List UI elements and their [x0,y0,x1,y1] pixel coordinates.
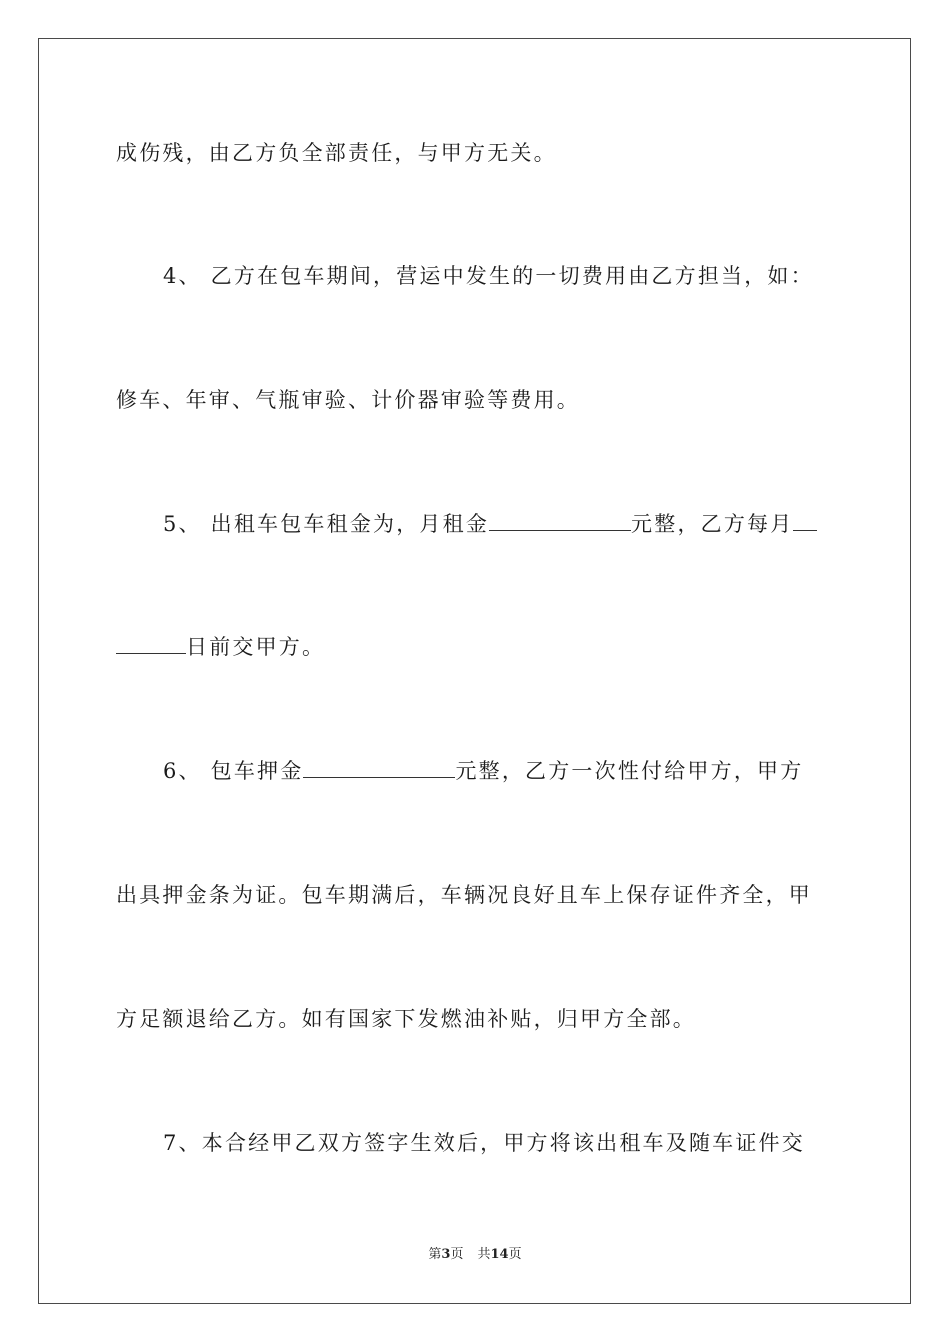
clause-4-line-2: 修车、年审、气瓶审验、计价器审验等费用。 [116,388,580,412]
clause-6-text-b: 元整，乙方一次性付给甲方，甲方 [455,759,804,783]
footer-total-suffix: 页 [508,1247,522,1262]
clause-7-line-1: 7、本合经甲乙双方签字生效后，甲方将该出租车及随车证件交 [163,1131,805,1155]
footer-total-prefix: 共 [477,1247,491,1262]
clause-5-line-1 [163,511,883,537]
clause-6-text-a: 6、 包车押金 [163,759,304,783]
payment-day-blank-start [793,512,817,531]
clause-4-line-1: 4、 乙方在包车期间，营运中发生的一切费用由乙方担当，如： [163,264,814,288]
footer-total-pages: 14 [490,1247,509,1262]
clause-6-line-2: 出具押金条为证。包车期满后，车辆况良好且车上保存证件齐全，甲 [116,883,812,907]
clause-5-text-a: 5、 出租车包车租金为，月租金 [163,512,490,536]
footer-page-prefix: 第 [428,1247,442,1262]
rent-amount-blank [489,512,631,531]
text-line-1: 成伤残，由乙方负全部责任，与甲方无关。 [116,141,557,165]
footer-page-suffix: 页 [450,1247,464,1262]
clause-5-text-c: 日前交甲方。 [186,635,326,659]
deposit-amount-blank [303,759,455,778]
payment-day-blank-end [116,635,186,654]
clause-6-line-1 [163,758,883,784]
page-footer [0,1247,950,1263]
clause-5-line-2 [116,634,836,660]
clause-5-text-b: 元整，乙方每月 [631,512,794,536]
footer-page-number: 3 [441,1247,451,1262]
clause-6-line-3: 方足额退给乙方。如有国家下发燃油补贴，归甲方全部。 [116,1007,696,1031]
page-frame [38,38,911,1304]
